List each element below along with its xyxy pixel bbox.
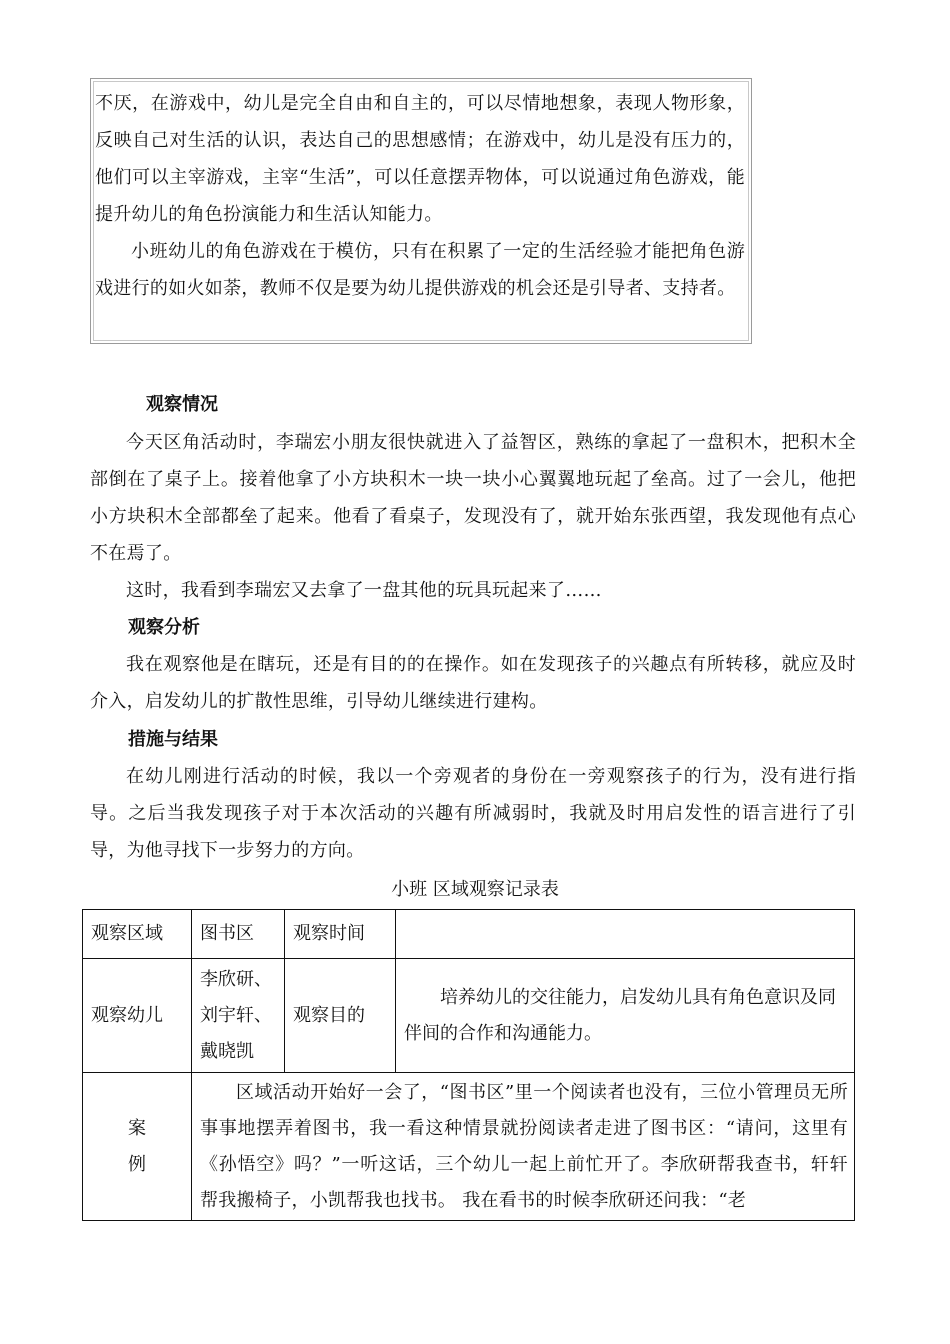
- label-case-char-1: 案: [128, 1117, 146, 1139]
- child-name-2: 刘宇轩、: [200, 1004, 272, 1026]
- intro-paragraph-2: 小班幼儿的角色游戏在于模仿，只有在积累了一定的生活经验才能把角色游戏进行的如火如荼，教师不仅是要为幼儿提供游戏的机会还是引导者、支持者。: [95, 241, 745, 299]
- label-area: 观察区域: [83, 910, 192, 959]
- analysis-heading: 观察分析: [128, 617, 200, 638]
- intro-paragraph-1: 不厌，在游戏中，幼儿是完全自由和自主的，可以尽情地想象，表现人物形象，反映自己对生活的认识，表达自己的思想感情；在游戏中，幼儿是没有压力的，他们可以主宰游戏，主宰“生活”，可以任意摆弄物体，可以说通过角色游戏，能提升幼儿的角色扮演能力和生活认知能力。: [95, 93, 745, 225]
- measures-heading: 措施与结果: [128, 729, 218, 750]
- measures-paragraph: 在幼儿刚进行活动的时候，我以一个旁观者的身份在一旁观察孩子的行为，没有进行指导。之后当我发现孩子对于本次活动的兴趣有所减弱时，我就及时用启发性的语言进行了引导，为他寻找下一步努力的方向。: [90, 766, 856, 861]
- observation-paragraph-1: 今天区角活动时，李瑞宏小朋友很快就进入了益智区，熟练的拿起了一盘积木，把积木全部倒在了桌子上。接着他拿了小方块积木一块一块小心翼翼地玩起了垒高。过了一会儿，他把小方块积木全部都垒了起来。他看了看桌子，发现没有了，就开始东张西望，我发现他有点心不在焉了。: [90, 432, 856, 564]
- child-name-3: 戴晓凯: [200, 1040, 254, 1062]
- time-value: [396, 910, 855, 959]
- observation-heading: 观察情况: [146, 394, 218, 415]
- observation-record-table: [82, 909, 855, 1221]
- children-cell: [192, 959, 285, 1073]
- table-row: [83, 1073, 855, 1221]
- label-case: [83, 1073, 192, 1221]
- case-text: 区域活动开始好一会了，“图书区”里一个阅读者也没有，三位小管理员无所事事地摆弄着图书，我一看这种情景就扮阅读者走进了图书区：“请问，这里有《孙悟空》吗？”一听这话，三个幼儿一起上前忙开了。李欣研帮我查书，轩轩帮我搬椅子，小凯帮我也找书。 我在看书的时候李欣研还问我：“老: [192, 1073, 855, 1221]
- purpose-value: 培养幼儿的交往能力，启发幼儿具有角色意识及同伴间的合作和沟通能力。: [396, 959, 855, 1073]
- label-case-char-2: 例: [128, 1153, 146, 1175]
- label-time: 观察时间: [285, 910, 396, 959]
- intro-text-box: [90, 78, 752, 344]
- table-row: [83, 959, 855, 1073]
- label-purpose: 观察目的: [285, 959, 396, 1073]
- child-name-1: 李欣研、: [200, 968, 272, 990]
- observation-paragraph-2: 这时，我看到李瑞宏又去拿了一盘其他的玩具玩起来了……: [126, 580, 602, 601]
- record-table-caption: 小班 区域观察记录表: [391, 879, 559, 900]
- analysis-paragraph: 我在观察他是在瞎玩，还是有目的的在操作。如在发现孩子的兴趣点有所转移，就应及时介入，启发幼儿的扩散性思维，引导幼儿继续进行建构。: [90, 654, 856, 712]
- area-value: 图书区: [192, 910, 285, 959]
- label-children: 观察幼儿: [83, 959, 192, 1073]
- table-row: [83, 910, 855, 959]
